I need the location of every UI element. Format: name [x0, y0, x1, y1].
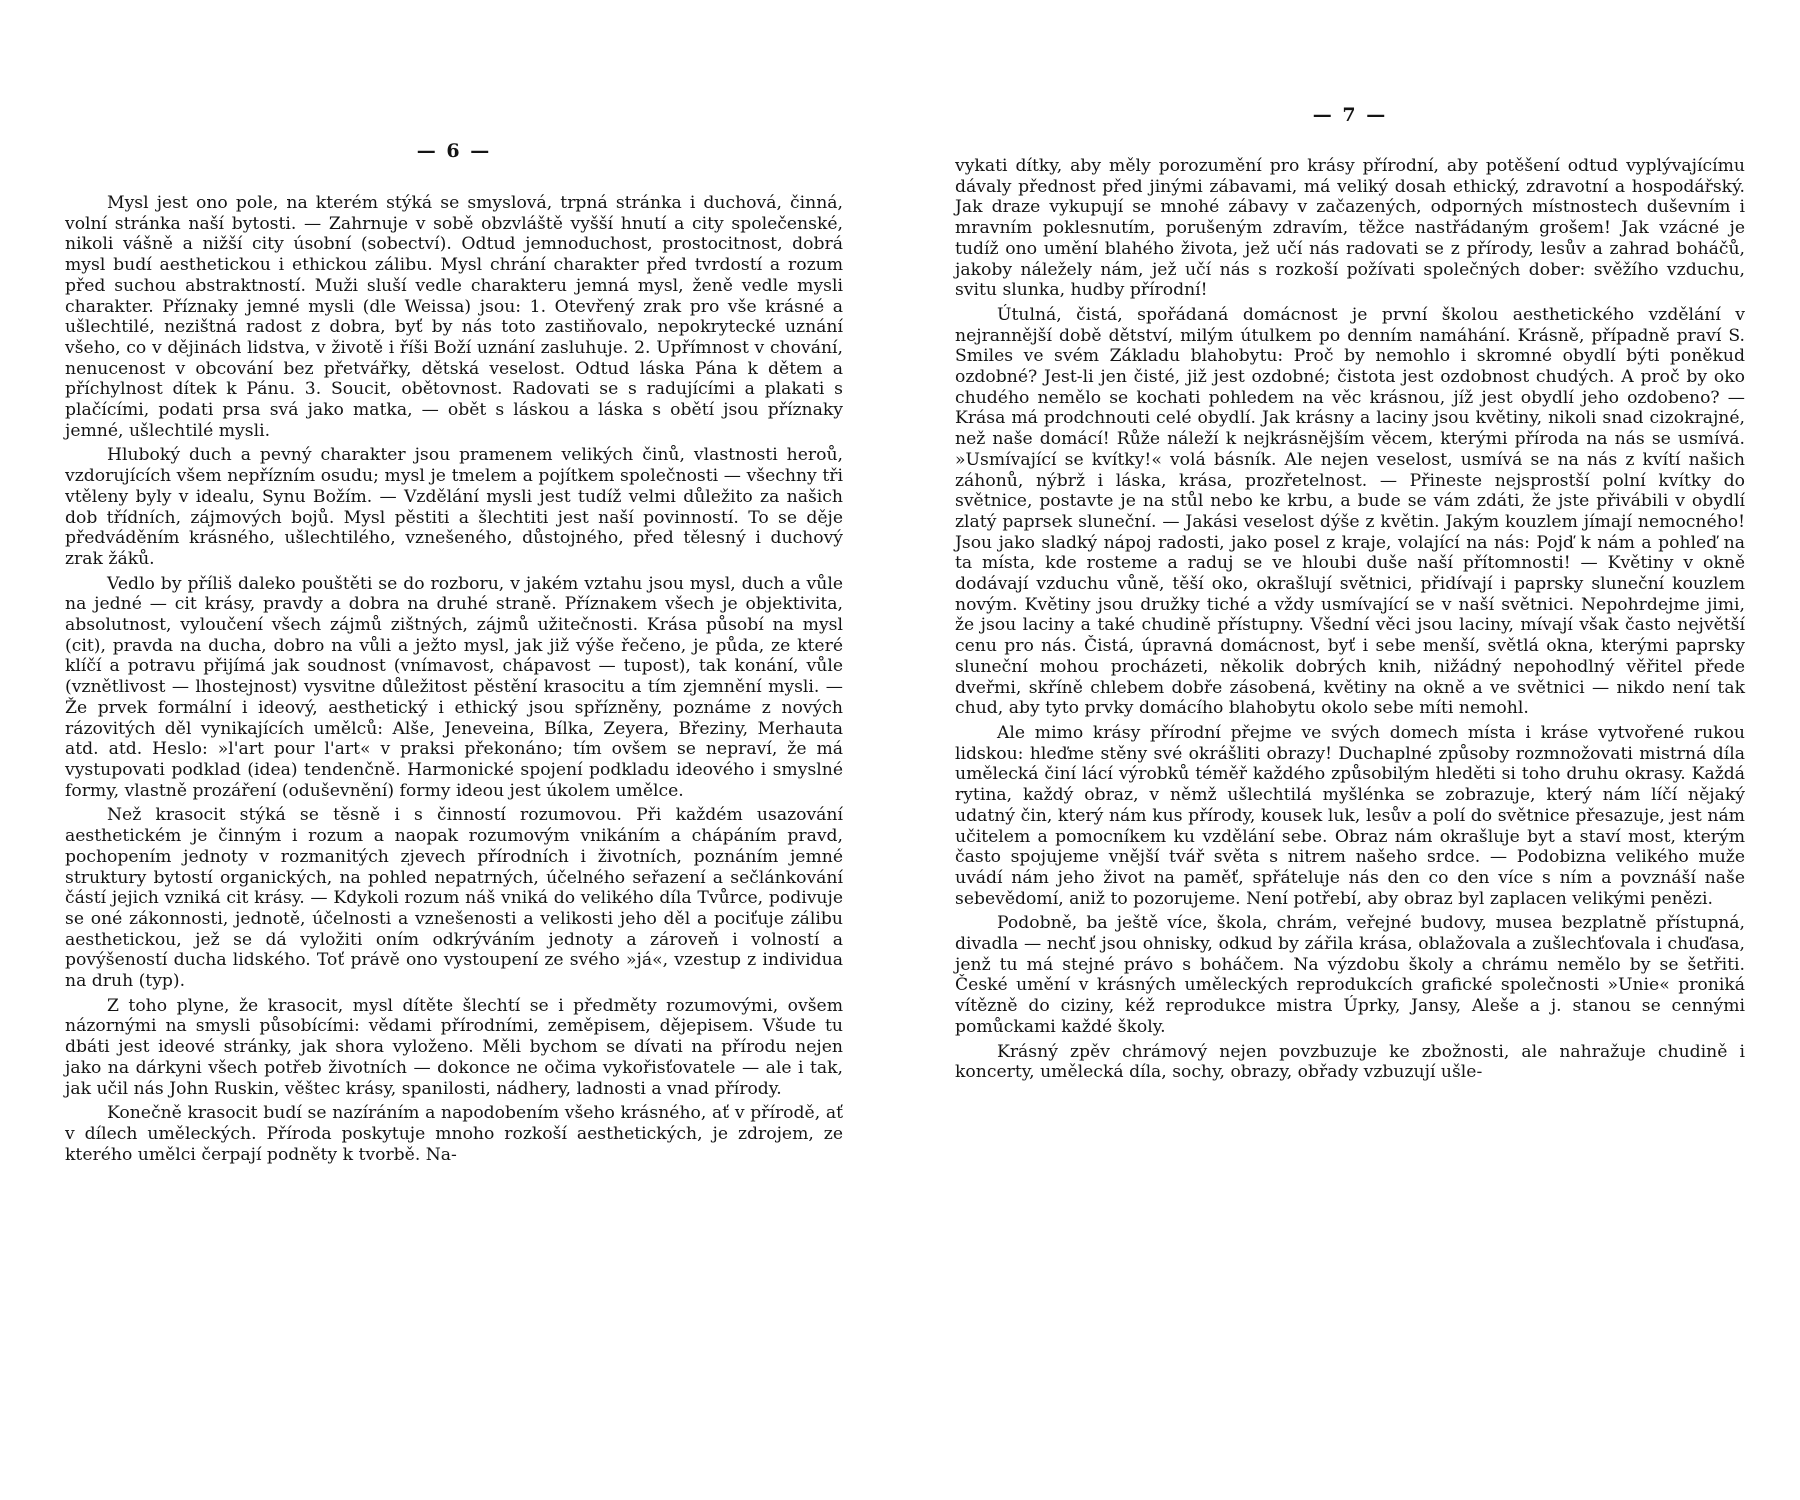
paragraph: Mysl jest ono pole, na kterém stýká se smyslová, trpná stránka i duchová, činná, volní stránka naší bytosti. — Zahrnuje v sobě obzvláště vyšší hnutí a city společenské, nikoli vášně a nižší city úsobní (sobectví). Odtud jemnoduchost, prostocitnost, dobrá mysl budí aesthetickou i ethickou zálibu. Mysl chrání charakter před tvrdostí a rozum před suchou abstraktností. Muži sluší vedle charakteru jemná mysl, ženě vedle mysli charakter. Příznaky jemné mysli (dle Weissa) jsou: 1. Otevřený zrak pro vše krásné a ušlechtilé, nezištná radost z dobra, byť by nás toto zastiňovalo, nepokrytecké uznání všeho, co v dějinách lidstva, v životě i říši Boží uznání zasluhuje. 2. Upřímnost v chování, nenucenost v obcování bez přetvářky, dětská veselost. Odtud láska Pána k dětem a příchylnost dítek k Pánu. 3. Soucit, obětovnost. Radovati se s radujícími a plakati s plačícími, podati prsa svá jako matka, — obět s láskou a láska s obětí jsou příznaky jemné, ušlechtilé mysli.: [65, 193, 843, 441]
paragraph-continued: vykati dítky, aby měly porozumění pro krásy přírodní, aby potěšení odtud vyplývajícímu dávaly přednost před jinými zábavami, má veliký dosah ethický, zdravotní a hospodářský. Jak draze vykupují se mnohé zábavy v začazených, odporných místnostech duševním i mravním poklesnutím, porušeným zdravím, těžce nastřádaným grošem! Jak vzácné je tudíž ono umění blahého života, jež učí nás radovati se z přírody, lesův a zahrad boháčů, jakoby náležely nám, jež učí nás s rozkoší požívati společných dober: svěžího vzduchu, svitu slunka, hudby přírodní!: [955, 156, 1745, 301]
paragraph: Ale mimo krásy přírodní přejme ve svých domech místa i kráse vytvořené rukou lidskou: hleďme stěny své okrášliti obrazy! Duchaplné způsoby rozmnožovati mistrná díla umělecká činí lácí výrobků téměř každého způsobilým hleděti si toho druhu okrasy. Každá rytina, každý obraz, v němž ušlechtilá myšlénka se zobrazuje, který nám líčí nějaký udatný čin, který nám kus přírody, kousek luk, lesův a polí do světnice přesazuje, jest nám učitelem a pomocníkem ku vzdělání sebe. Obraz nám okrašluje byt a staví most, kterým často spojujeme vnější tvář světa s nitrem našeho srdce. — Podobizna velikého muže uvádí nám jeho život na paměť, spřáteluje nás den co den více s ním a povznáší naše sebevědomí, aniž to pozorujeme. Není potřebí, aby obraz byl zaplacen velikými penězi.: [955, 722, 1745, 909]
paragraph: Hluboký duch a pevný charakter jsou pramenem velikých činů, vlastnosti heroů, vzdorujících všem nepřízním osudu; mysl je tmelem a pojítkem společnosti — všechny tři vtěleny byly v idealu, Synu Božím. — Vzdělání mysli jest tudíž velmi důležito za našich dob třídních, zájmových bojů. Mysl pěstiti a šlechtiti jest naší povinností. To se děje předváděním krásného, ušlechtilého, vznešeného, důstojného, před tělesný i duchový zrak žáků.: [65, 445, 843, 569]
right-page-text: [955, 156, 1745, 1083]
paragraph: Než krasocit stýká se těsně i s činností rozumovou. Při každém usazování aesthetickém je činným i rozum a naopak rozumovým vnikáním a chápáním pravd, pochopením jednoty v rozmanitých zjevech přírodních i životních, poznáním jemné struktury bytostí organických, na pohled nepatrných, účelného seřazení a sečlánkování částí jejich vzniká cit krásy. — Kdykoli rozum náš vniká do velikého díla Tvůrce, podivuje se oné zákonnosti, jednotě, účelnosti a vznešenosti a velikosti jeho děl a pociťuje zálibu aesthetickou, jež se dá vyložiti oním odkrýváním jednoty a zároveň i volností a povýšeností ducha lidského. Toť právě ono vystoupení ze svého »já«, vzestup z individua na druh (typ).: [65, 805, 843, 992]
left-page: [65, 0, 843, 1500]
paragraph: Podobně, ba ještě více, škola, chrám, veřejné budovy, musea bezplatně přístupná, divadla — nechť jsou ohnisky, odkud by zářila krása, oblažovala a zušlechťovala i chuďasa, jenž tu má stejné právo s boháčem. Na výzdobu školy a chrámu nemělo by se šetřiti. České umění v krásných uměleckých reprodukcích grafické společnosti »Unie« proniká vítězně do ciziny, kéž reprodukce mistra Úprky, Jansy, Aleše a j. stanou se cennými pomůckami každé školy.: [955, 913, 1745, 1037]
paragraph: Útulná, čistá, spořádaná domácnost je první školou aesthetického vzdělání v nejrannější době dětství, milým útulkem po denním namáhání. Krásně, případně praví S. Smiles ve svém Základu blahobytu: Proč by nemohlo i skromné obydlí býti poněkud ozdobné? Jest-li jen čisté, již jest ozdobné; čistota jest ozdobnost chudých. A proč by oko chudého nemělo se kochati pohledem na věc krásnou, jíž jest obydlí jeho ozdobeno? — Krása má prodchnouti celé obydlí. Jak krásny a laciny jsou květiny, nikoli snad cizokrajné, než naše domácí! Růže náleží k nejkrásnějším věcem, kterými příroda na nás se usmívá. »Usmívající se kvítky!« volá básník. Ale nejen veselost, usmívá se na nás z kvítí našich záhonů, nýbrž i láska, krása, prozřetelnost. — Přineste nejsprostší polní kvítky do světnice, postavte je na stůl nebo ke krbu, a bude se vám zdáti, že jste přivábili v obydlí zlatý paprsek sluneční. — Jakási veselost dýše z květin. Jakým kouzlem jímají nemocného! Jsou jako sladký nápoj radosti, jako posel z kraje, volající na nás: Pojď k nám a pohleď na ta místa, kde rosteme a raduj se ve hloubi duše naší přítomnosti! — Květiny v okně dodávají vzduchu vůně, těší oko, okrašlují světnici, přidívají i paprsky sluneční kouzlem novým. Květiny jsou družky tiché a vždy usmívající se v naší světnici. Nepohrdejme jimi, že jsou laciny a také chudině přístupny. Všední věci jsou laciny, mívají však často největší cenu pro nás. Čistá, úpravná domácnost, byť i sebe menší, světlá okna, kterými paprsky sluneční mohou procházeti, několik dobrých knih, nižádný nepohodlný věřitel přede dveřmi, skříně chlebem dobře zásobená, květiny na okně a ve světnici — nikdo není tak chud, aby tyto prvky domácího blahobytu okolo sebe míti nemohl.: [955, 304, 1745, 719]
page-number-right: — 7 —: [1312, 104, 1388, 126]
page-number-left: — 6 —: [416, 140, 492, 162]
paragraph: Vedlo by příliš daleko pouštěti se do rozboru, v jakém vztahu jsou mysl, duch a vůle na jedné — cit krásy, pravdy a dobra na druhé straně. Příznakem všech je objektivita, absolutnost, vyloučení všech zájmů zištných, zájmů užitečnosti. Krása působí na mysl (cit), pravda na ducha, dobro na vůli a ježto mysl, jak již výše řečeno, je půda, ze které klíčí a potravu přijímá jak soudnost (vnímavost, chápavost — tupost), tak konání, vůle (vznětlivost — lhostejnost) vysvitne důležitost pěstění krasocitu a tím zjemnění mysli. — Že prvek formální i ideový, aesthetický i ethický jsou spřízněny, poznáme z nových rázovitých děl vynikajících umělců: Alše, Jeneveina, Bílka, Zeyera, Březiny, Merhauta atd. atd. Heslo: »l'art pour l'art« v praksi překonáno; tím ovšem se nepraví, že má vystupovati podklad (idea) tendenčně. Harmonické spojení podkladu ideového i smyslné formy, vlastně prozáření (oduševnění) formy ideou jest úkolem umělce.: [65, 573, 843, 801]
paragraph: Konečně krasocit budí se nazíráním a napodobením všeho krásného, ať v přírodě, ať v dílech uměleckých. Příroda poskytuje mnoho rozkoší aesthetických, je zdrojem, ze kterého umělci čerpají podněty k tvorbě. Na-: [65, 1103, 843, 1165]
paragraph: Krásný zpěv chrámový nejen povzbuzuje ke zbožnosti, ale nahražuje chudině i koncerty, umělecká díla, sochy, obrazy, obřady vzbuzují ušle-: [955, 1041, 1745, 1083]
paragraph: Z toho plyne, že krasocit, mysl dítěte šlechtí se i předměty rozumovými, ovšem názornými na smysli působícími: vědami přírodními, zeměpisem, dějepisem. Všude tu dbáti jest ideové stránky, jak shora vyloženo. Měli bychom se dívati na přírodu nejen jako na dárkyni všech potřeb životních — dokonce ne očima vykořisťovatele — ale i tak, jak učil nás John Ruskin, věštec krásy, spanilosti, nádhery, ladnosti a vnad přírody.: [65, 995, 843, 1099]
right-page: [955, 0, 1745, 1500]
left-page-text: [65, 193, 843, 1165]
